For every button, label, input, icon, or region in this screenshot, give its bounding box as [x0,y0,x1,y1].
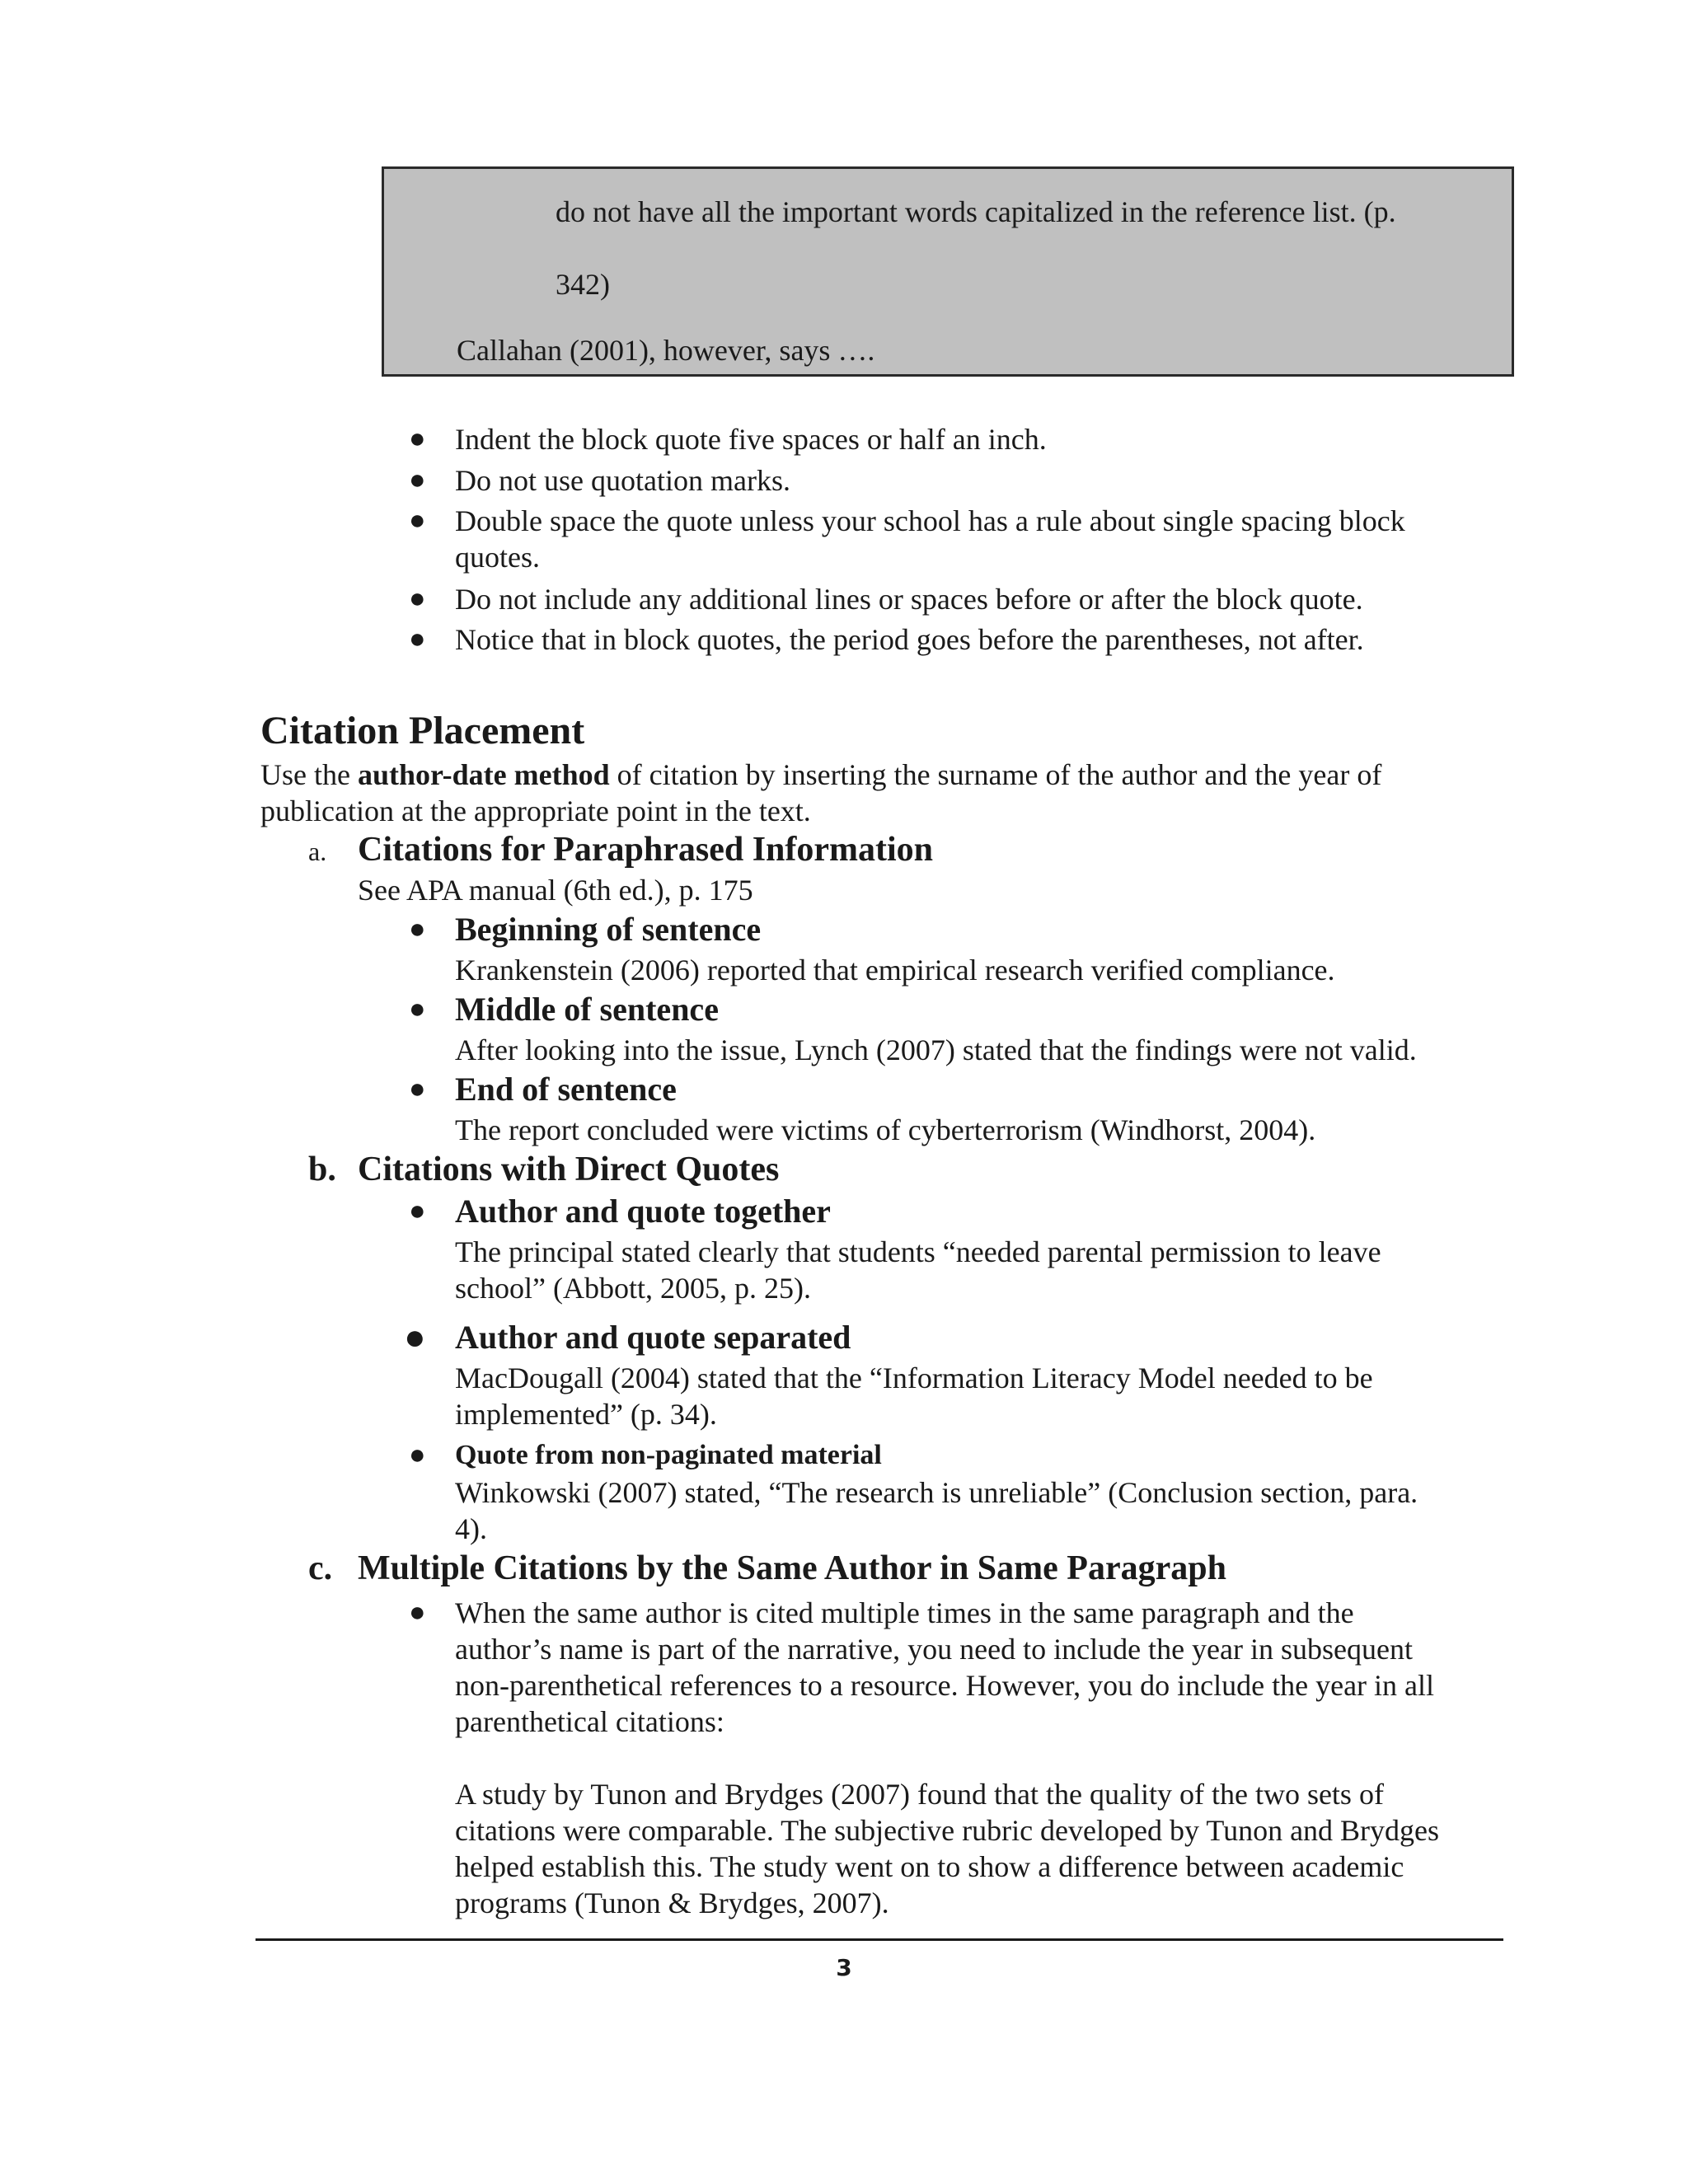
example-paragraph-line: citations were comparable. The subjective rubric developed by Tunon and Brydges [455,1814,1440,1847]
intro-bold-term: author-date method [357,758,610,791]
paragraph-line: non-parenthetical references to a resource. However, you do include the year in all [455,1669,1435,1702]
paragraph-line: author’s name is part of the narrative, you need to include the year in subsequent [455,1633,1413,1666]
section-a-letter: a. [308,837,327,866]
bullet-icon: ● [409,1440,426,1470]
quote-line-3: Callahan (2001), however, says …. [457,334,875,367]
page-number: 3 [836,1954,852,1981]
example-text-continuation: 4). [455,1512,487,1545]
example-text: The report concluded were victims of cyberterrorism (Windhorst, 2004). [455,1113,1316,1146]
subsection-title: Quote from non-paginated material [455,1440,882,1470]
example-paragraph-line: programs (Tunon & Brydges, 2007). [455,1886,889,1919]
intro-paragraph-line-1 [260,757,1381,793]
example-paragraph-line: helped establish this. The study went on to show a difference between academic [455,1850,1404,1883]
intro-suffix: of citation by inserting the surname of the author and the year of [609,758,1382,791]
paragraph-line: parenthetical citations: [455,1705,724,1738]
section-heading-citation-placement: Citation Placement [260,709,585,752]
subsection-title: End of sentence [455,1071,677,1108]
example-text: MacDougall (2004) stated that the “Information Literacy Model needed to be [455,1361,1373,1394]
block-quote-example-box [382,166,1514,377]
section-a-title: Citations for Paraphrased Information [358,831,934,869]
bullet-icon: ● [409,1196,426,1226]
example-text: After looking into the issue, Lynch (2007) stated that the findings were not valid. [455,1033,1417,1066]
list-item: Notice that in block quotes, the period goes before the parentheses, not after. [455,623,1364,656]
subsection-title: Beginning of sentence [455,911,762,948]
paragraph-line: When the same author is cited multiple times in the same paragraph and the [455,1596,1354,1629]
list-item: Double space the quote unless your school has a rule about single spacing block [455,504,1405,537]
list-item: Indent the block quote five spaces or half an inch. [455,423,1047,456]
subsection-title: Author and quote together [455,1193,831,1230]
bullet-icon: ● [409,505,426,536]
intro-prefix: Use the [260,758,358,791]
example-text-continuation: implemented” (p. 34). [455,1398,717,1431]
example-text: The principal stated clearly that students “needed parental permission to leave [455,1235,1381,1268]
bullet-icon: ● [409,624,426,654]
bullet-icon: ● [404,1317,426,1357]
section-c-letter: c. [308,1549,333,1587]
list-item-continuation: quotes. [455,541,540,574]
bullet-icon: ● [409,583,426,614]
bullet-icon: ● [409,1074,426,1104]
intro-paragraph-line-2: publication at the appropriate point in the text. [260,794,811,827]
subsection-title: Author and quote separated [455,1319,851,1356]
subsection-title: Middle of sentence [455,991,719,1028]
bullet-icon: ● [409,1597,426,1628]
bullet-icon: ● [409,914,426,944]
list-item: Do not use quotation marks. [455,464,790,497]
example-text-continuation: school” (Abbott, 2005, p. 25). [455,1272,811,1305]
section-b-title: Citations with Direct Quotes [358,1151,780,1188]
bullet-icon: ● [409,465,426,495]
example-text: Winkowski (2007) stated, “The research is unreliable” (Conclusion section, para. [455,1476,1418,1509]
section-b-letter: b. [308,1151,336,1188]
list-item: Do not include any additional lines or spaces before or after the block quote. [455,583,1363,616]
section-c-title: Multiple Citations by the Same Author in Same Paragraph [358,1549,1226,1587]
footer-divider [256,1938,1503,1941]
bullet-icon: ● [409,424,426,454]
bullet-icon: ● [409,994,426,1024]
example-paragraph-line: A study by Tunon and Brydges (2007) found that the quality of the two sets of [455,1778,1384,1811]
example-text: Krankenstein (2006) reported that empirical research verified compliance. [455,954,1335,987]
quote-line-2: 342) [556,268,610,301]
quote-line-1: do not have all the important words capitalized in the reference list. (p. [556,195,1396,228]
section-a-note: See APA manual (6th ed.), p. 175 [358,874,753,907]
